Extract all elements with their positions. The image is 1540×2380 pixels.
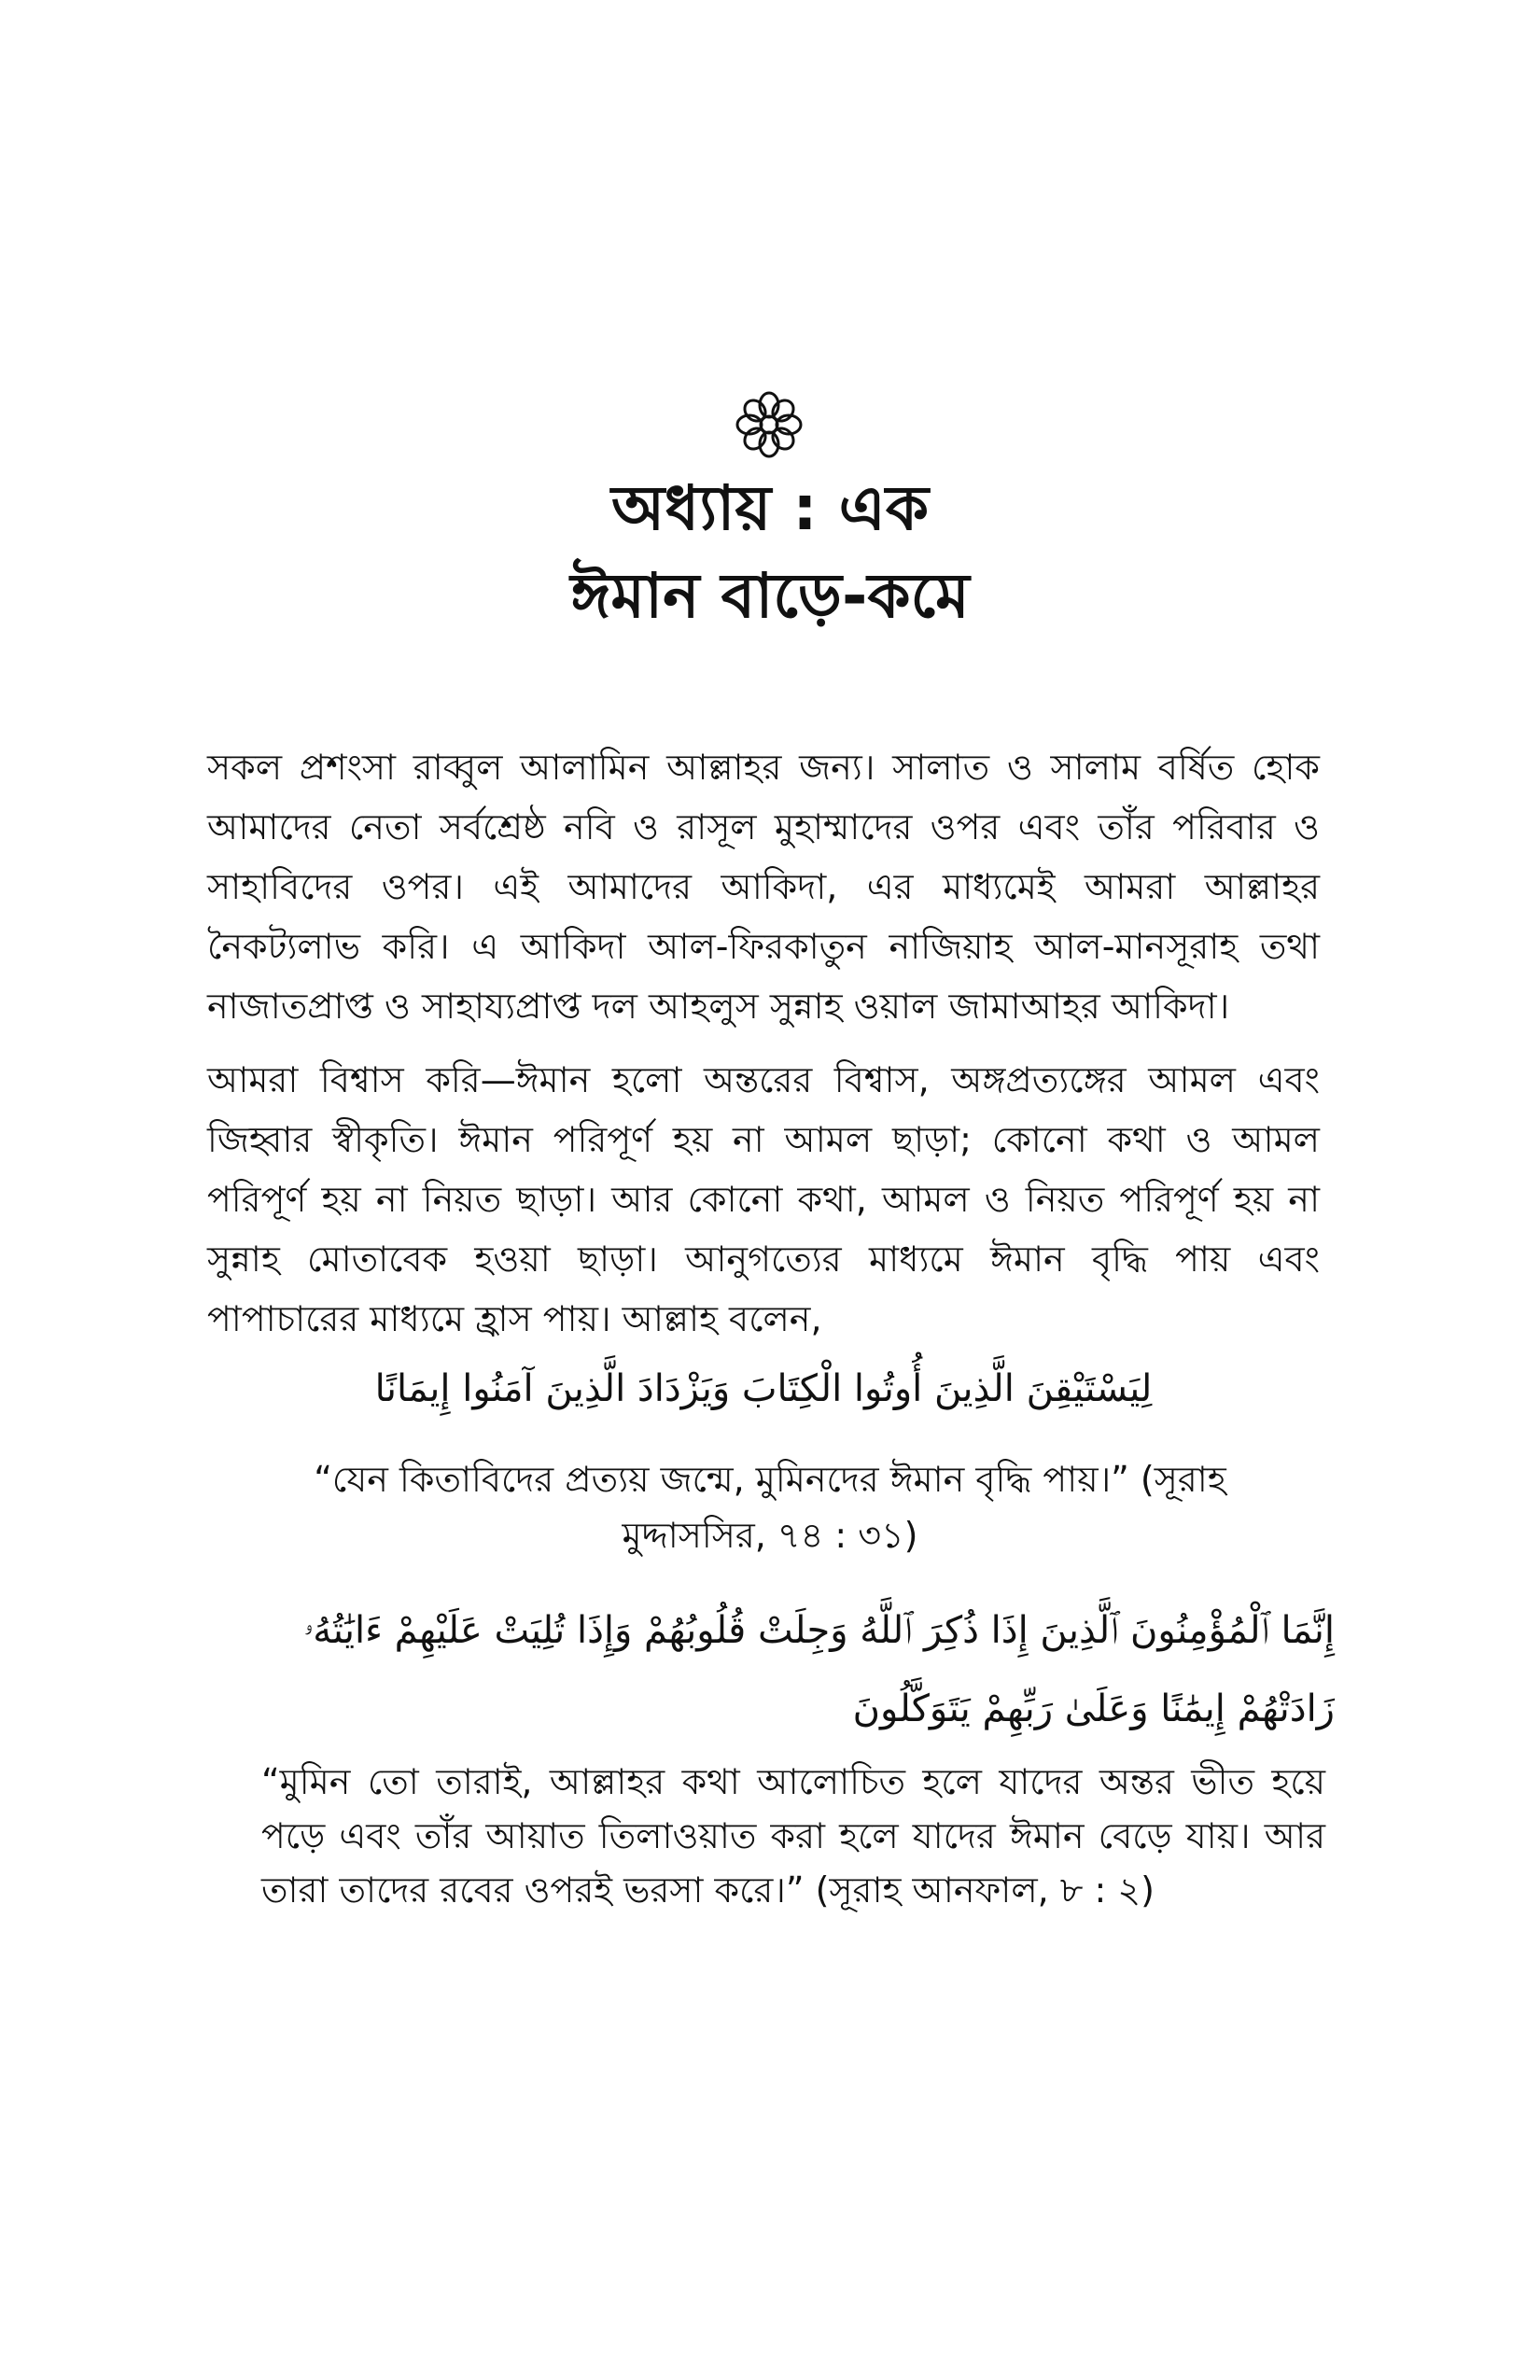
verse-translation: “যেন কিতাবিদের প্রত্যয় জন্মে, মুমিনদের ঈমান বৃদ্ধি পায়।” (সূরাহ মুদ্দাসসির, ৭৪ : ৩১) (314, 1459, 1226, 1556)
chapter-label: অধ্যায় : এক (610, 472, 930, 544)
verse-translation: “মুমিন তো তারাই, আল্লাহর কথা আলোচিত হলে যাদের অন্তর ভীত হয়ে পড়ে এবং তাঁর আয়াত তিলাওয়াত করা হলে যাদের ঈমান বেড়ে যায়। আর তারা তাদের রবের ওপরই ভরসা করে।” (সূরাহ আনফাল, ৮ : ২) (261, 1761, 1325, 1911)
arabic-verse: لِيَسْتَيْقِنَ الَّذِينَ أُوتُوا الْكِتَابَ وَيَزْدَادَ الَّذِينَ آمَنُوا إِيمَانًا (374, 1367, 1153, 1410)
flower-icon (727, 383, 811, 467)
chapter-title: ঈমান বাড়ে-কমে (570, 560, 970, 632)
arabic-verse: إِنَّمَا ٱلْمُؤْمِنُونَ ٱلَّذِينَ إِذَا ذُكِرَ ٱللَّهُ وَجِلَتْ قُلُوبُهُمْ وَإِذَا تُلِيَتْ عَلَيْهِمْ ءَايَٰتُهُۥ زَادَتْهُمْ إِيمَٰنًا وَعَلَىٰ رَبِّهِمْ يَتَوَكَّلُونَ (303, 1609, 1335, 1730)
paragraph: সকল প্রশংসা রাব্বুল আলামিন আল্লাহর জন্য। সালাত ও সালাম বর্ষিত হোক আমাদের নেতা সর্বশ্রেষ্ঠ নবি ও রাসূল মুহাম্মাদের ওপর এবং তাঁর পরিবার ও সাহাবিদের ওপর। এই আমাদের আকিদা, এর মাধ্যমেই আমরা আল্লাহর নৈকট্যলাভ করি। এ আকিদা আল-ফিরকাতুন নাজিয়াহ আল-মানসূরাহ তথা নাজাতপ্রাপ্ত ও সাহায্যপ্রাপ্ত দল আহলুস সুন্নাহ ওয়াল জামাআহর আকিদা। (207, 747, 1320, 1027)
paragraph: আমরা বিশ্বাস করি—ঈমান হলো অন্তরের বিশ্বাস, অঙ্গপ্রত্যঙ্গের আমল এবং জিহ্বার স্বীকৃতি। ঈমান পরিপূর্ণ হয় না আমল ছাড়া; কোনো কথা ও আমল পরিপূর্ণ হয় না নিয়ত ছাড়া। আর কোনো কথা, আমল ও নিয়ত পরিপূর্ণ হয় না সুন্নাহ মোতাবেক হওয়া ছাড়া। আনুগত্যের মাধ্যমে ঈমান বৃদ্ধি পায় এবং পাপাচারের মাধ্যমে হ্রাস পায়। আল্লাহ বলেন, (207, 1059, 1320, 1339)
